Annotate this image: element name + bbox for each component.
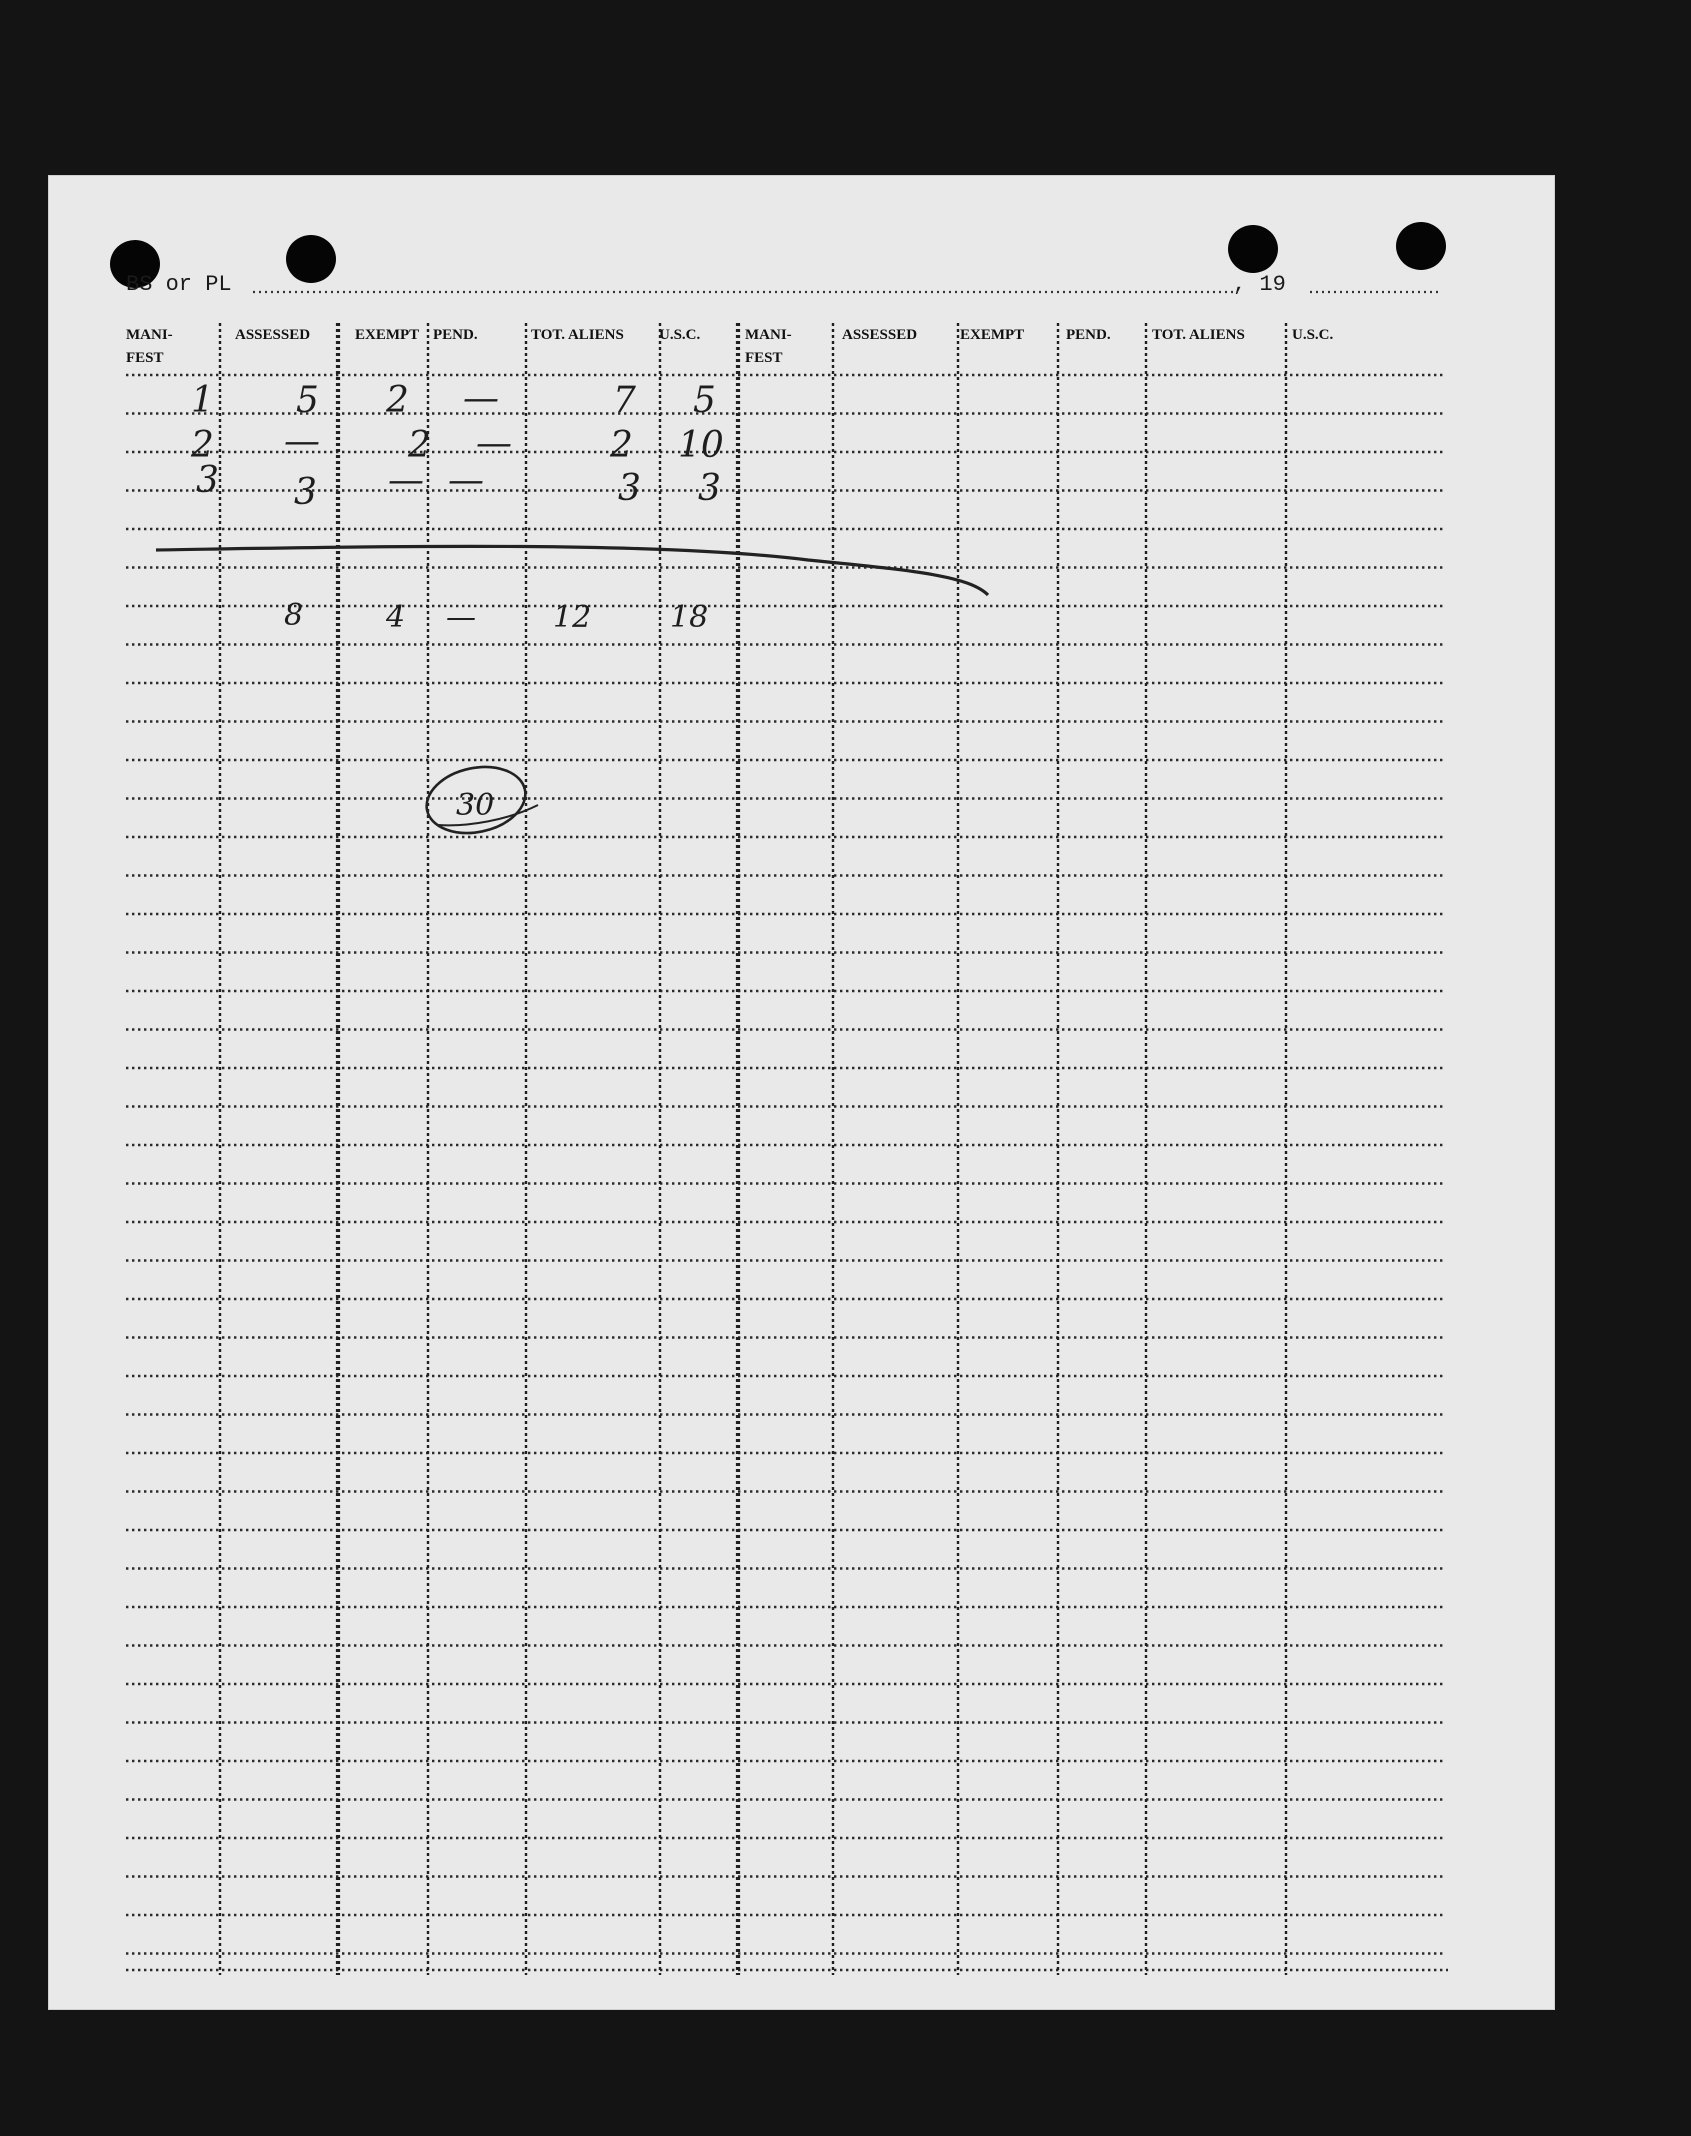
form-sheet: [48, 175, 1555, 2010]
header-assessed-right: ASSESSED: [842, 327, 918, 343]
entry-1-tot-aliens: 7: [613, 380, 636, 421]
total-pend: —: [446, 600, 476, 635]
header-pend-right: PEND.: [1066, 327, 1111, 343]
total-usc: 18: [670, 600, 709, 635]
entry-3-tot-aliens: 3: [618, 468, 641, 509]
entry-1-pend: —: [463, 378, 499, 419]
sum-underline: [156, 546, 988, 595]
year-prefix: , 19: [1233, 272, 1286, 297]
header-manifest-right-2: FEST: [745, 350, 783, 366]
entry-3-manifest: 3: [196, 460, 219, 501]
dotted-grid: [48, 175, 1555, 2010]
entry-3-exempt: —: [388, 460, 424, 501]
entry-3-assessed: 3: [294, 472, 317, 513]
header-tot-aliens-left: TOT. ALIENS: [531, 327, 624, 343]
header-manifest-left-2: FEST: [126, 350, 164, 366]
header-usc-left: U.S.C.: [659, 327, 701, 343]
header-pend-left: PEND.: [433, 327, 478, 343]
port-prefix: BS or PL: [126, 272, 232, 297]
header-usc-right: U.S.C.: [1292, 327, 1334, 343]
header-tot-aliens-right: TOT. ALIENS: [1152, 327, 1245, 343]
total-exempt: 4: [386, 600, 406, 635]
entry-2-exempt: 2: [408, 425, 431, 466]
entry-2-tot-aliens: 2: [610, 425, 633, 466]
entry-3-pend: —: [448, 460, 484, 501]
entry-2-pend: —: [476, 423, 512, 464]
header-manifest-left: MANI-: [126, 327, 173, 343]
entry-1-usc: 5: [693, 380, 716, 421]
header-assessed-left: ASSESSED: [235, 327, 311, 343]
total-tot-aliens: 12: [553, 600, 592, 635]
entry-1-manifest: 1: [191, 380, 214, 421]
total-assessed: 8: [284, 598, 304, 633]
entry-2-manifest: 2: [191, 425, 214, 466]
entry-2-usc: 10: [678, 425, 724, 466]
header-exempt-right: EXEMPT: [960, 327, 1025, 343]
circled-total: 30: [456, 788, 495, 823]
entry-2-assessed: —: [284, 421, 320, 462]
entry-1-assessed: 5: [296, 380, 319, 421]
header-exempt-left: EXEMPT: [355, 327, 420, 343]
entry-1-exempt: 2: [386, 380, 409, 421]
entry-3-usc: 3: [698, 468, 721, 509]
header-manifest-right: MANI-: [745, 327, 792, 343]
